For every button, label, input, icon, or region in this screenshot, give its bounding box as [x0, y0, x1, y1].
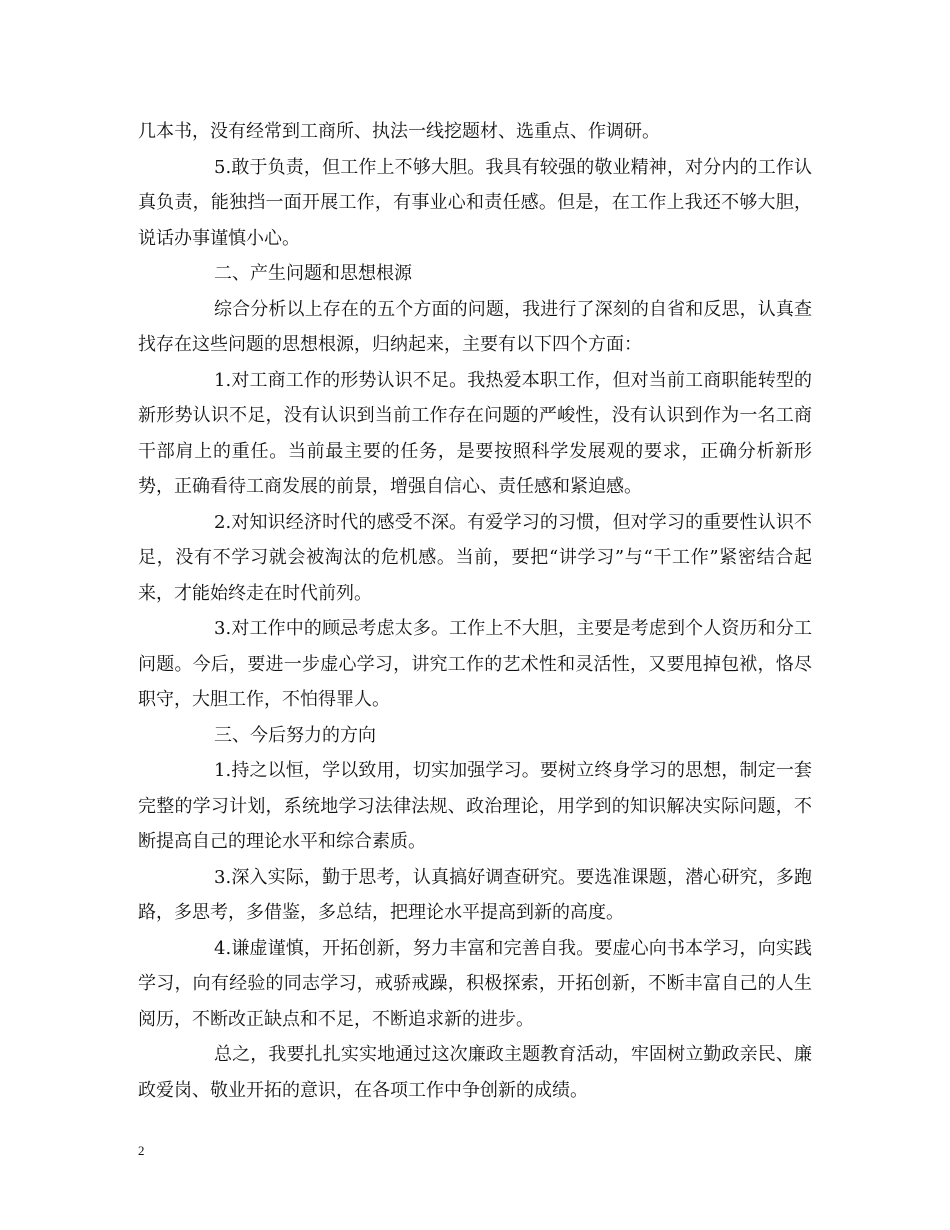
- section-heading-2: 二、产生问题和思想根源: [214, 263, 412, 284]
- section-heading-3: 三、今后努力的方向: [214, 724, 376, 746]
- paragraph-direction-4: 4.谦虚谨慎，开拓创新，努力丰富和完善自我。要虚心向书本学习，向实践学习，向有经验的同志学习，戒骄戒躁，积极探索，开拓创新，不断丰富自己的人生阅历，不断改正缺点和不足，不断追求新的进步。: [138, 937, 812, 1030]
- paragraph-direction-3: 3.深入实际，勤于思考，认真搞好调查研究。要选准课题，潜心研究，多跑路，多思考，多借鉴，多总结，把理论水平提高到新的高度。: [138, 866, 812, 923]
- paragraph-conclusion: 总之，我要扎扎实实地通过这次廉政主题教育活动，牢固树立勤政亲民、廉政爱岗、敬业开拓的意识，在各项工作中争创新的成绩。: [138, 1044, 812, 1101]
- paragraph-continued: 几本书，没有经常到工商所、执法一线挖题材、选重点、作调研。: [138, 121, 660, 142]
- paragraph-cause-2: 2.对知识经济时代的感受不深。有爱学习的习惯，但对学习的重要性认识不足，没有不学习就会被淘汰的危机感。当前，要把“讲学习”与“干工作”紧密结合起来，才能始终走在时代前列。: [138, 511, 812, 604]
- page-number: 2: [138, 1143, 145, 1158]
- paragraph-direction-1: 1.持之以恒，学以致用，切实加强学习。要树立终身学习的思想，制定一套完整的学习计划，系统地学习法律法规、政治理论，用学到的知识解决实际问题，不断提高自己的理论水平和综合素质。: [138, 760, 812, 852]
- paragraph-cause-1: 1.对工商工作的形势认识不足。我热爱本职工作，但对当前工商职能转型的新形势认识不足，没有认识到当前工作存在问题的严峻性，没有认识到作为一名工商干部肩上的重任。当前最主要的任务，是要按照科学发展观的要求，正确分析新形势，正确看待工商发展的前景，增强自信心、责任感和紧迫感。: [138, 369, 812, 497]
- paragraph-cause-3: 3.对工作中的顾忌考虑太多。工作上不大胆，主要是考虑到个人资历和分工问题。今后，要进一步虚心学习，讲究工作的艺术性和灵活性，又要甩掉包袱，恪尽职守，大胆工作，不怕得罪人。: [138, 618, 812, 710]
- paragraph-item-5: 5.敢于负责，但工作上不够大胆。我具有较强的敬业精神，对分内的工作认真负责，能独挡一面开展工作，有事业心和责任感。但是，在工作上我还不够大胆，说话办事谨慎小心。: [138, 156, 812, 249]
- document-body: [138, 114, 812, 1108]
- paragraph-summary: 综合分析以上存在的五个方面的问题，我进行了深刻的自省和反思，认真查找存在这些问题的思想根源，归纳起来，主要有以下四个方面：: [138, 298, 812, 355]
